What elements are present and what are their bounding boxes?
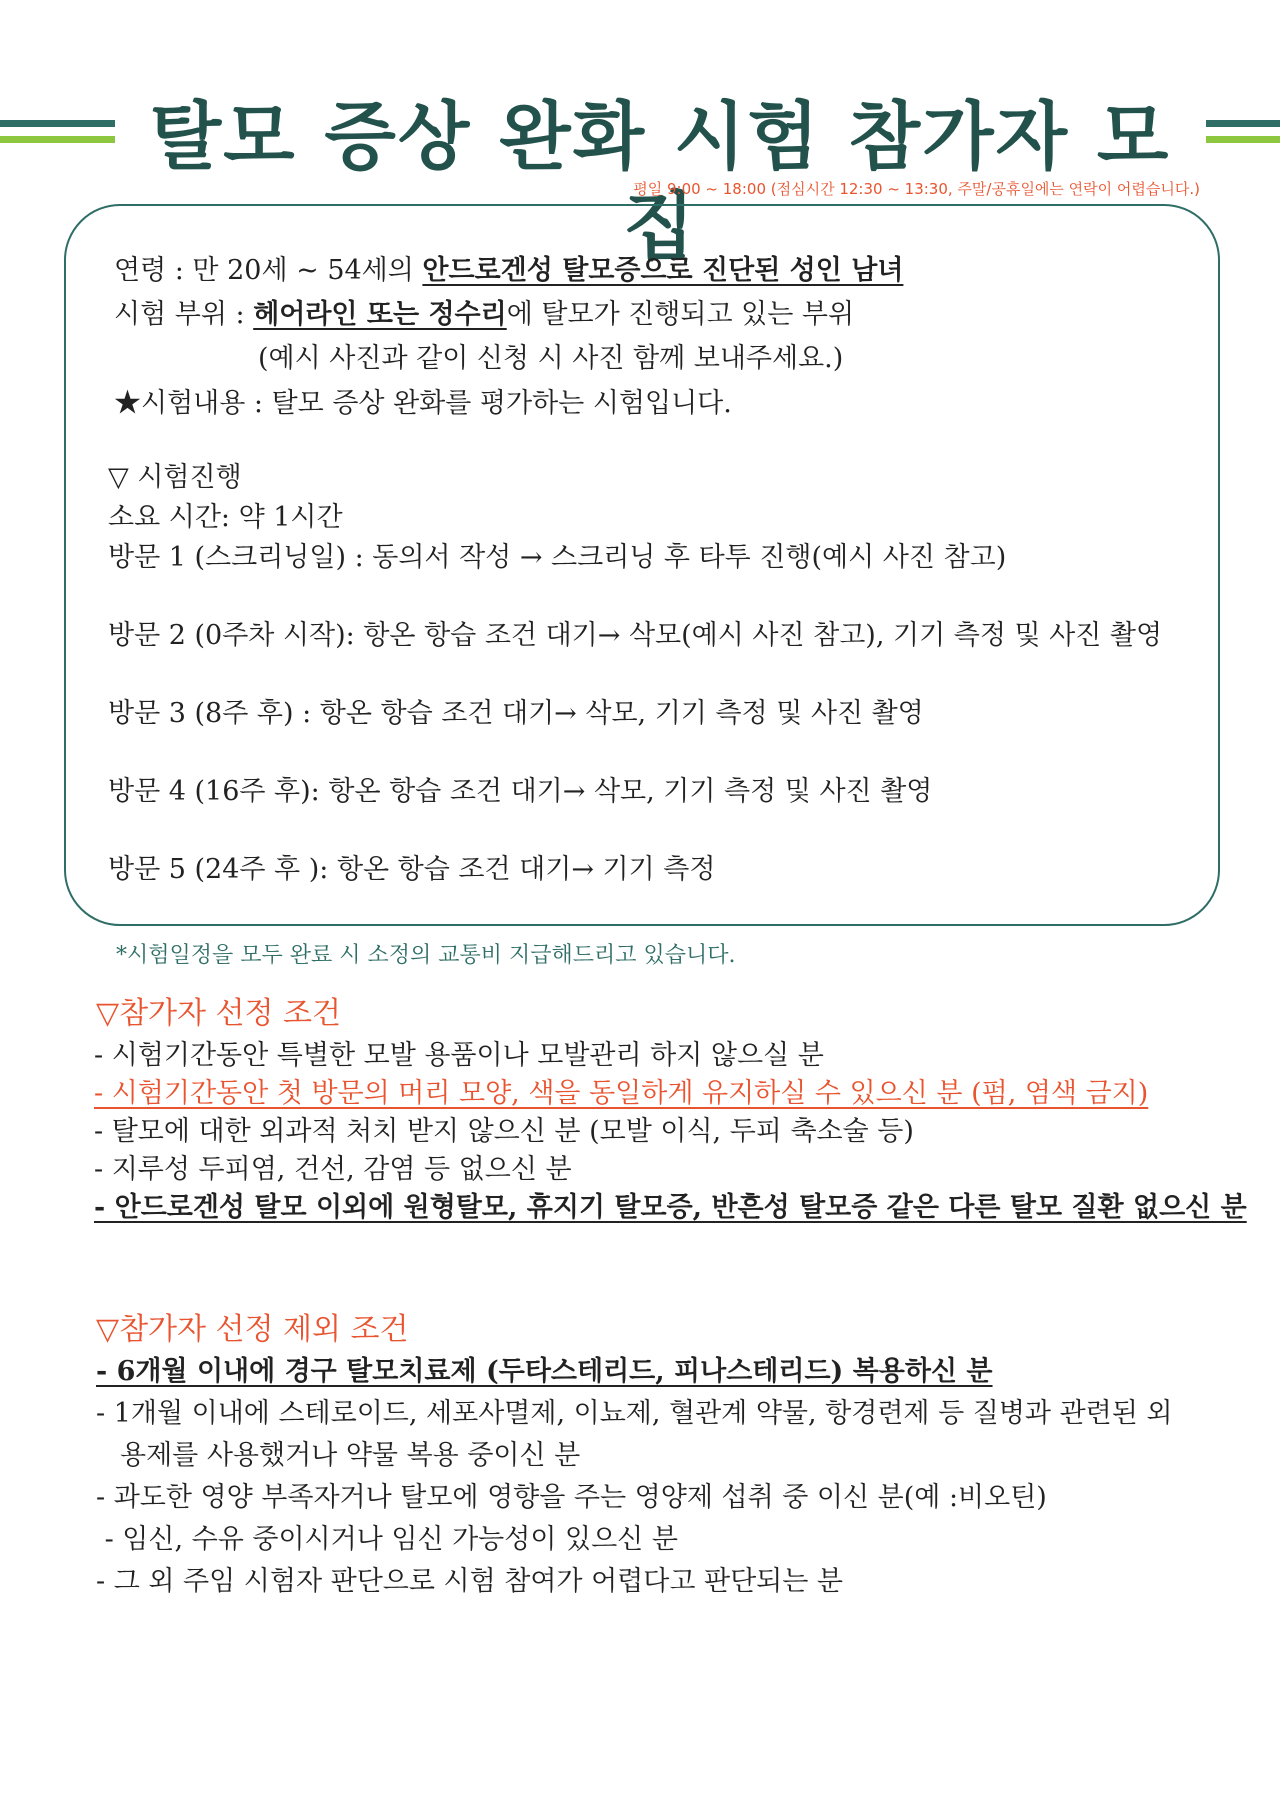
site-label: 시험 부위 :	[114, 299, 254, 330]
exclusion-item: - 임신, 수유 중이시거나 임신 가능성이 있으신 분	[96, 1524, 678, 1555]
visit-4: 방문 4 (16주 후): 항온 항습 조건 대기→ 삭모, 기기 측정 및 사진 촬영	[108, 776, 933, 807]
age-emphasis: 안드로겐성 탈모증으로 진단된 성인 남녀	[422, 255, 904, 286]
visit-3: 방문 3 (8주 후) : 항온 항습 조건 대기→ 삭모, 기기 측정 및 사진 촬영	[108, 698, 924, 729]
header-stripe-left-dark	[0, 120, 115, 127]
site-line	[114, 297, 854, 333]
exclusion-item: - 6개월 이내에 경구 탈모치료제 (두타스테리드, 피나스테리드) 복용하신 분	[96, 1356, 993, 1387]
header-stripe-right-dark	[1206, 120, 1280, 127]
age-line	[114, 253, 903, 289]
exclusion-item: - 과도한 영양 부족자거나 탈모에 영향을 주는 영양제 섭취 중 이신 분(예 :비오틴)	[96, 1482, 1047, 1513]
exclusion-heading: ▽참가자 선정 제외 조건	[96, 1312, 409, 1347]
exclusion-item-continued: 용제를 사용했거나 약물 복용 중이신 분	[120, 1440, 581, 1471]
duration: 소요 시간: 약 1시간	[108, 502, 343, 533]
site-emphasis: 헤어라인 또는 정수리	[253, 299, 507, 330]
age-label: 연령 : 만 20세 ~ 54세의	[114, 255, 423, 286]
transport-note: *시험일정을 모두 완료 시 소정의 교통비 지급해드리고 있습니다.	[116, 943, 736, 968]
visit-1: 방문 1 (스크리닝일) : 동의서 작성 → 스크리닝 후 타투 진행(예시 사진 참고)	[108, 542, 1007, 573]
selection-heading: ▽참가자 선정 조건	[96, 996, 342, 1031]
header-stripe-right-green	[1206, 136, 1280, 143]
selection-item: - 지루성 두피염, 건선, 감염 등 없으신 분	[94, 1154, 572, 1185]
contact-hours: 평일 9:00 ~ 18:00 (점심시간 12:30 ~ 13:30, 주말/공휴일에는 연락이 어렵습니다.)	[633, 180, 1200, 198]
selection-item: - 탈모에 대한 외과적 처치 받지 않으신 분 (모발 이식, 두피 축소술 등)	[94, 1116, 914, 1147]
test-content: ★시험내용 : 탈모 증상 완화를 평가하는 시험입니다.	[114, 388, 732, 419]
header-stripe-left-green	[0, 136, 115, 143]
page-title: 탈모 증상 완화 시험 참가자 모집	[149, 94, 1171, 270]
selection-item: - 시험기간동안 첫 방문의 머리 모양, 색을 동일하게 유지하실 수 있으신 분 (펌, 염색 금지)	[94, 1078, 1149, 1109]
selection-item: - 안드로겐성 탈모 이외에 원형탈모, 휴지기 탈모증, 반흔성 탈모증 같은 다른 탈모 질환 없으신 분	[94, 1192, 1247, 1223]
site-note: (예시 사진과 같이 신청 시 사진 함께 보내주세요.)	[258, 343, 844, 374]
exclusion-item: - 그 외 주임 시험자 판단으로 시험 참여가 어렵다고 판단되는 분	[96, 1566, 843, 1597]
site-rest: 에 탈모가 진행되고 있는 부위	[506, 299, 855, 330]
selection-item: - 시험기간동안 특별한 모발 용품이나 모발관리 하지 않으실 분	[94, 1040, 824, 1071]
visit-5: 방문 5 (24주 후 ): 항온 항습 조건 대기→ 기기 측정	[108, 854, 716, 885]
exclusion-item: - 1개월 이내에 스테로이드, 세포사멸제, 이뇨제, 혈관계 약물, 항경련제 등 질병과 관련된 외	[96, 1398, 1173, 1429]
progress-heading: ▽ 시험진행	[108, 462, 242, 493]
visit-2: 방문 2 (0주차 시작): 항온 항습 조건 대기→ 삭모(예시 사진 참고), 기기 측정 및 사진 촬영	[108, 620, 1163, 651]
